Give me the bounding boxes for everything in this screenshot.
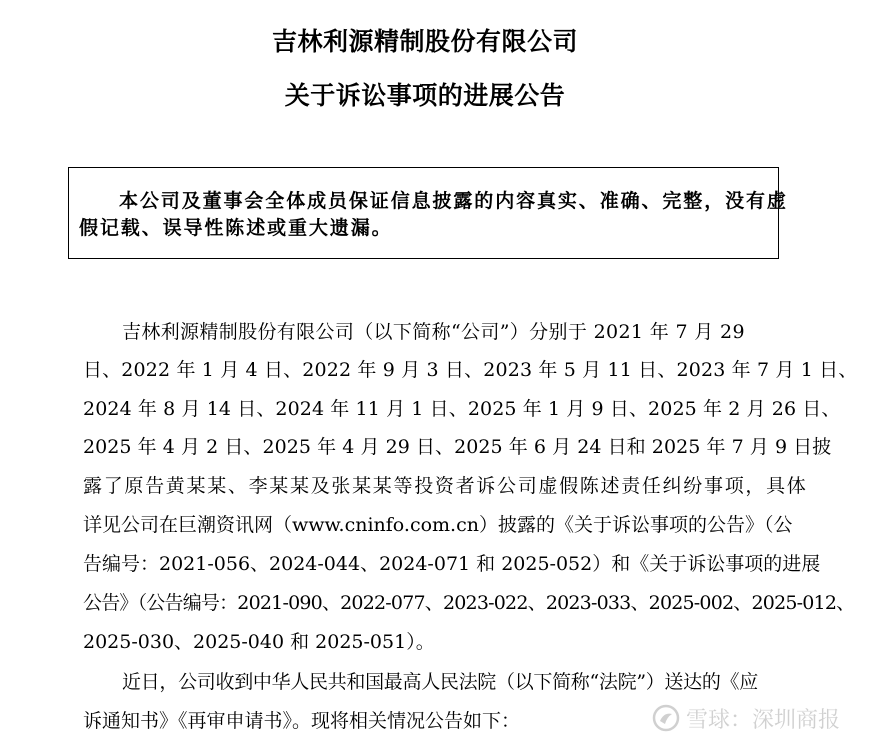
paragraph-1-line-7: 告编号：2021-056、2024-044、2024-071 和 2025-052）和《关于诉讼事项的进展: [83, 553, 821, 575]
paragraph-1-line-1: 吉林利源精制股份有限公司（以下简称“公司”）分别于 2021 年 7 月 29: [122, 321, 745, 343]
snowball-logo-icon: [652, 704, 680, 732]
paragraph-1-line-5: 露了原告黄某某、李某某及张某某等投资者诉公司虚假陈述责任纠纷事项，具体: [83, 475, 808, 497]
paragraph-1-line-8: 公告》（公告编号：2021-090、2022-077、2023-022、2023-033、2025-002、2025-012、: [83, 592, 855, 614]
paragraph-1-line-4: 2025 年 4 月 2 日、2025 年 4 月 29 日、2025 年 6 月 24 日和 2025 年 7 月 9 日披: [83, 436, 832, 458]
watermark-text: 雪球：深圳商报: [686, 707, 841, 733]
paragraph-2-line-1: 近日，公司收到中华人民共和国最高人民法院（以下简称“法院”）送达的《应: [122, 671, 758, 693]
paragraph-2-line-2: 诉通知书》《再审申请书》。现将相关情况公告如下：: [83, 710, 521, 732]
watermark: [652, 700, 884, 736]
paragraph-1-line-9: 2025-030、2025-040 和 2025-051）。: [83, 631, 435, 653]
paragraph-1-line-6: 详见公司在巨潮资讯网（www.cninfo.com.cn）披露的《关于诉讼事项的公告》（公: [83, 514, 793, 536]
paragraph-1-line-3: 2024 年 8 月 14 日、2024 年 11 月 1 日、2025 年 1 月 9 日、2025 年 2 月 26 日、: [83, 398, 841, 420]
disclaimer-line-2: 假记载、误导性陈述或重大遗漏。: [79, 217, 393, 239]
disclaimer-line-1: 本公司及董事会全体成员保证信息披露的内容真实、准确、完整，没有虚: [119, 190, 788, 212]
document-title: 吉林利源精制股份有限公司: [271, 27, 578, 56]
disclaimer-box: [68, 167, 788, 259]
paragraph-1-line-2: 日、2022 年 1 月 4 日、2022 年 9 月 3 日、2023 年 5 月 11 日、2023 年 7 月 1 日、: [83, 359, 858, 381]
document-subtitle: 关于诉讼事项的进展公告: [284, 81, 566, 110]
